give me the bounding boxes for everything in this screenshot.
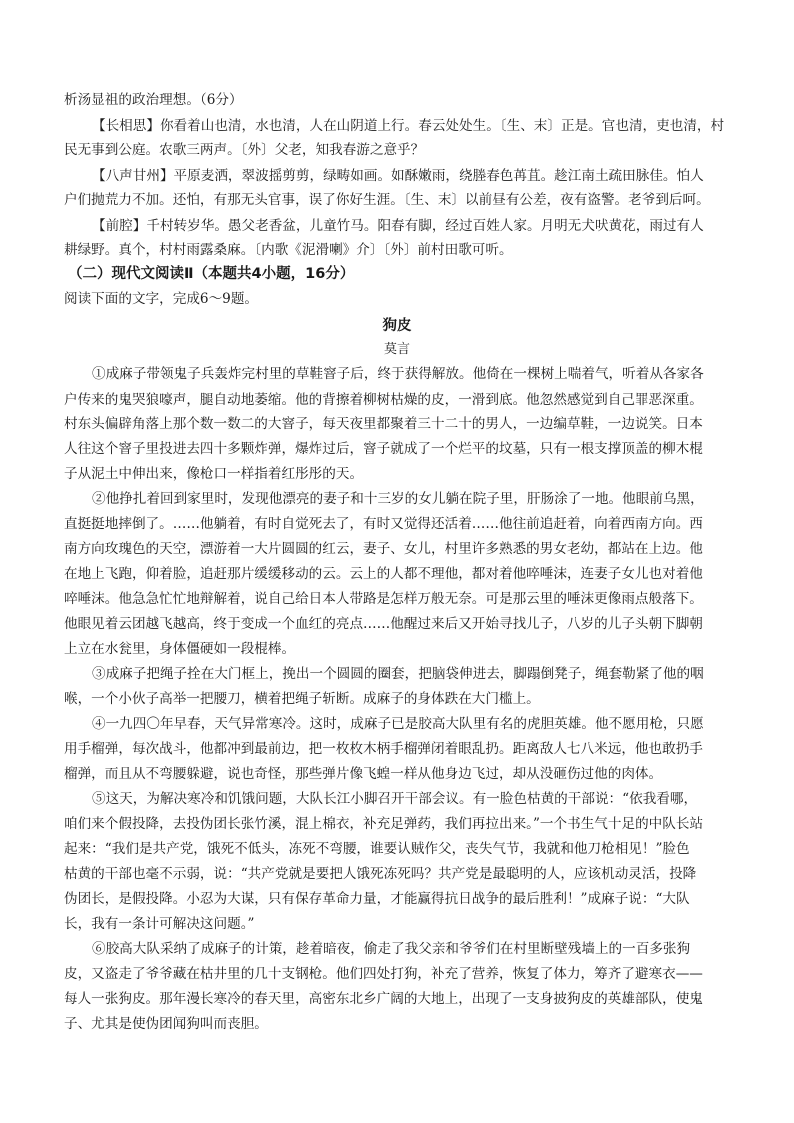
paragraph-line: ②他挣扎着回到家里时，发现他漂亮的妻子和十三岁的女儿躺在院子里，肝肠涂了一地。他眼前乌黑，	[92, 491, 704, 507]
paragraph-line: 每人一张狗皮。那年漫长寒冷的春天里，高密东北乡广阔的大地上，出现了一支身披狗皮的英雄部队，使鬼	[64, 991, 703, 1007]
paragraph-line: 榴弹，而且从不弯腰躲避，说也奇怪，那些弹片像飞蝗一样从他身边飞过，却从没砸伤过他的肉体。	[64, 766, 663, 782]
paragraph-line: 枯黄的干部也毫不示弱，说：“共产党就是要把人饿死冻死吗？共产党是最聪明的人，应该机动灵活，投降	[64, 866, 697, 882]
reading-instruction: 阅读下面的文字，完成6～9题。	[64, 291, 259, 307]
paragraph-line: 喉，一个小伙子高举一把腰刀，横着把绳子斩断。成麻子的身体跌在大门槛上。	[64, 691, 540, 707]
poem-qianqiang-line: 耕绿野。真个，村村雨露桑麻。〔内歌《泥滑喇》介〕〔外〕前村田歌可听。	[64, 242, 513, 258]
poem-bashengganzhou-line: 【八声甘州】平原麦洒，翠波摇剪剪，绿畴如画。如酥嫩雨，绕塍春色苒苴。趁江南土疏田脉佳。怕人	[92, 168, 704, 184]
paragraph-line: 南方向玫瑰色的天空，漂游着一大片圆圆的红云，妻子、女儿，村里许多熟悉的男女老幼，都站在上边。他	[64, 541, 703, 557]
paragraph-line: 直挺挺地摔倒了。……他躺着，有时自觉死去了，有时又觉得还活着……他往前追赶着，向着西南方向。西	[64, 516, 703, 532]
question-stem-tail: 析汤显祖的政治理想。（6分）	[64, 92, 243, 108]
section-heading: （二）现代文阅读Ⅱ（本题共4小题，16分）	[68, 266, 355, 282]
paragraph-line: 用手榴弹，每次战斗，他都冲到最前边，把一枚枚木柄手榴弹闭着眼乱扔。距离敌人七八米远，他也敢扔手	[64, 741, 703, 757]
article-author: 莫言	[383, 342, 410, 357]
paragraph-line: 他眼见着云团越飞越高，终于变成一个血红的亮点……他醒过来后又开始寻找儿子，八岁的儿子头朝下脚朝	[64, 616, 703, 632]
paragraph-line: 人往这个窨子里投进去四十多颗炸弹，爆炸过后，窨子就成了一个烂平的坟墓，只有一根支撑顶盖的柳木棍	[64, 441, 703, 457]
paragraph-line: ⑥胶高大队采纳了成麻子的计策，趁着暗夜，偷走了我父亲和爷爷们在村里断壁残墙上的一百多张狗	[92, 941, 691, 957]
paragraph-line: 长，我有一条计可解决这问题。”	[64, 916, 255, 932]
paragraph-line: 起来：“我们是共产党，饿死不低头，冻死不弯腰，谁要认贼作父，丧失气节，我就和他刀枪相见！”脸色	[64, 841, 690, 857]
paragraph-line: 伪团长，是假投降。小忍为大谋，只有保存革命力量，才能赢得抗日战争的最后胜利！”成麻子说：“大队	[64, 891, 690, 907]
poem-bashengganzhou-line: 户们抛荒力不加。还怕，有那无头官事，误了你好生涯。〔生、末〕以前昼有公差，夜有盗警。老爷到后呵。	[64, 192, 710, 208]
article-title: 狗皮	[382, 318, 412, 334]
paragraph-line: 上立在水瓮里，身体僵硬如一段棍棒。	[64, 641, 296, 657]
paragraph-line: ①成麻子带领鬼子兵轰炸完村里的草鞋窨子后，终于获得解放。他倚在一棵树上喘着气，听着从各家各	[92, 366, 704, 382]
poem-changxiangsi-line: 【长相思】你看着山也清，水也清，人在山阴道上行。春云处处生。〔生、末〕正是。官也清，吏也清，村	[92, 118, 725, 134]
paragraph-line: 皮，又盗走了爷爷藏在枯井里的几十支钢枪。他们四处打狗，补充了营养，恢复了体力，筹齐了避寒衣——	[64, 966, 703, 982]
paragraph-line: ⑤这天，为解决寒冷和饥饿问题，大队长江小脚召开干部会议。有一脸色枯黄的干部说：“依我看哪，	[92, 791, 698, 807]
paragraph-line: 子从泥土中伸出来，像枪口一样指着红彤彤的天。	[64, 466, 364, 482]
paragraph-line: ④一九四〇年早春，天气异常寒冷。这时，成麻子已是胶高大队里有名的虎胆英雄。他不愿用枪，只愿	[92, 716, 704, 732]
poem-changxiangsi-line: 民无事到公庭。农歌三两声。〔外〕父老，知我春游之意乎？	[64, 142, 425, 158]
paragraph-line: 村东头偏辟角落上那个数一数二的大窨子，每天夜里都聚着三十二十的男人，一边编草鞋，一边说笑。日本	[64, 416, 703, 432]
poem-qianqiang-line: 【前腔】千村转岁华。愚父老香盆，儿童竹马。阳春有脚，经过百姓人家。月明无犬吠黄花，雨过有人	[92, 218, 704, 234]
paragraph-line: 啐唾沫。他急急忙忙地辩解着，说自己给日本人带路是怎样万般无奈。可是那云里的唾沫更像雨点般落下。	[64, 591, 703, 607]
paragraph-line: 子、尤其是使伪团闻狗叫而丧胆。	[64, 1016, 268, 1032]
paragraph-line: ③成麻子把绳子拴在大门框上，挽出一个圆圆的圈套，把脑袋伸进去，脚蹋倒凳子，绳套勒紧了他的咽	[92, 666, 704, 682]
paragraph-line: 咱们来个假投降，去投伪团长张竹溪，混上棉衣，补充足弹药，我们再拉出来。”一个书生气十足的中队长站	[64, 816, 704, 832]
paragraph-line: 在地上飞跑，仰着脸，追赶那片缓缓移动的云。云上的人都不理他，都对着他啐唾沫，连妻子女儿也对着他	[64, 566, 703, 582]
paragraph-line: 户传来的鬼哭狼嚎声，腿自动地萎缩。他的背擦着柳树枯燥的皮，一滑到底。他忽然感觉到自己罪恶深重。	[64, 392, 703, 408]
